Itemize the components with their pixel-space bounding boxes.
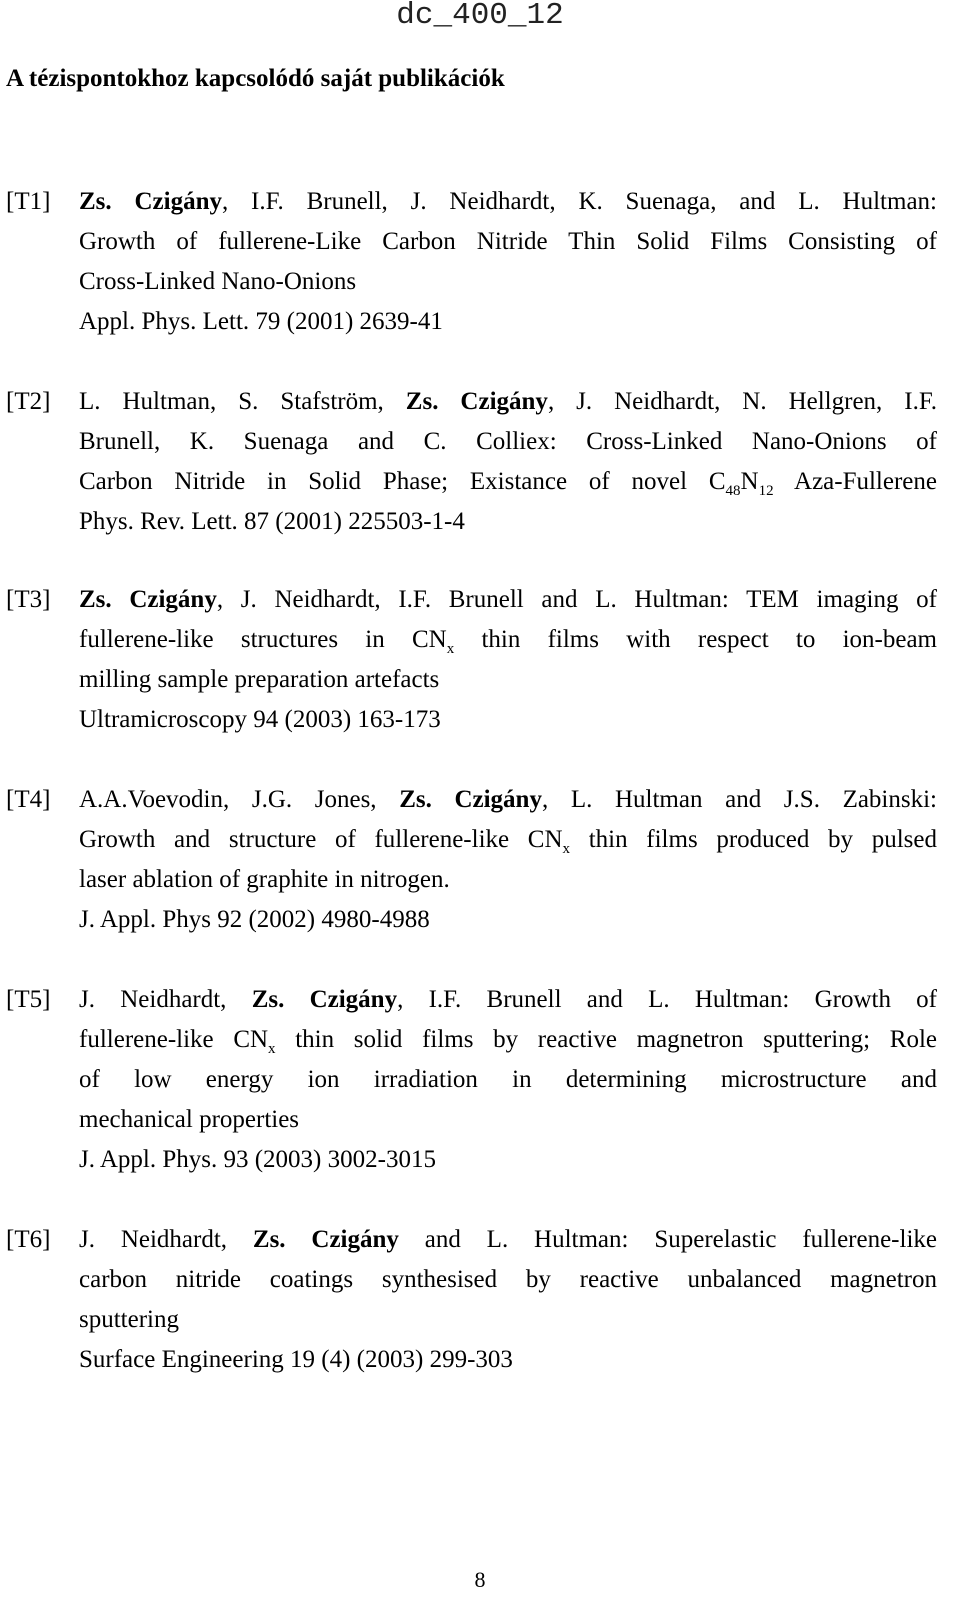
highlighted-author: Zs. Czigány xyxy=(79,586,217,613)
publication-entry-t4 xyxy=(0,780,960,940)
authors-line: L. Hultman, S. Stafström, Zs. Czigány, J. Neidhardt, N. Hellgren, I.F. xyxy=(79,388,938,415)
title-line: laser ablation of graphite in nitrogen. xyxy=(79,866,450,893)
journal-citation: Ultramicroscopy 94 (2003) 163-173 xyxy=(79,706,441,733)
title-line: Cross-Linked Nano-Onions xyxy=(79,268,357,295)
authors-title-line: J. Neidhardt, Zs. Czigány and L. Hultman: Superelastic fullerene-like xyxy=(79,1226,937,1253)
highlighted-author: Zs. Czigány xyxy=(251,986,398,1013)
authors-title-line: Zs. Czigány, J. Neidhardt, I.F. Brunell and L. Hultman: TEM imaging of xyxy=(79,586,937,613)
title-line: fullerene-like $CN_x$ thin solid films by reactive magnetron sputtering; Role xyxy=(79,1026,937,1057)
reference-tag: [T3] xyxy=(6,586,51,613)
journal-citation: J. Appl. Phys. 93 (2003) 3002-3015 xyxy=(79,1146,436,1173)
publication-entry-t3 xyxy=(0,580,960,740)
reference-tag: [T4] xyxy=(6,786,51,813)
highlighted-author: Zs. Czigány xyxy=(399,786,542,813)
title-line: of low energy ion irradiation in determining microstructure and xyxy=(79,1066,937,1093)
journal-citation: Phys. Rev. Lett. 87 (2001) 225503-1-4 xyxy=(79,508,465,535)
highlighted-author: Zs. Czigány xyxy=(405,388,548,415)
publication-entry-t5 xyxy=(0,980,960,1180)
publication-entry-t2 xyxy=(0,382,960,542)
highlighted-author: Zs. Czigány xyxy=(252,1226,399,1253)
journal-citation: Surface Engineering 19 (4) (2003) 299-303 xyxy=(79,1346,513,1373)
reference-tag: [T1] xyxy=(6,188,51,215)
page-heading: A tézispontokhoz kapcsolódó saját publikációk xyxy=(6,65,505,92)
reference-tag: [T6] xyxy=(6,1226,51,1253)
title-line: sputtering xyxy=(79,1306,179,1333)
page-number: 8 xyxy=(474,1567,486,1592)
title-line: Carbon Nitride in Solid Phase; Existance of novel $C_{48}N_{12}$ Aza-Fullerene xyxy=(79,468,937,499)
title-line: fullerene-like structures in $CN_x$ thin films with respect to ion-beam xyxy=(79,626,937,657)
publication-list xyxy=(0,182,960,1420)
document-id-header: dc_400_12 xyxy=(396,0,564,33)
title-line: milling sample preparation artefacts xyxy=(79,666,440,693)
title-line: mechanical properties xyxy=(79,1106,300,1133)
reference-tag: [T5] xyxy=(6,986,51,1013)
authors-line: Zs. Czigány, I.F. Brunell, J. Neidhardt, K. Suenaga, and L. Hultman: xyxy=(79,188,937,215)
highlighted-author: Zs. Czigány xyxy=(79,188,222,215)
publication-entry-t1 xyxy=(0,182,960,342)
authors-line: A.A.Voevodin, J.G. Jones, Zs. Czigány, L. Hultman and J.S. Zabinski: xyxy=(79,786,937,813)
title-line: Growth of fullerene-Like Carbon Nitride Thin Solid Films Consisting of xyxy=(79,228,937,255)
reference-tag: [T2] xyxy=(6,388,51,415)
title-line: carbon nitride coatings synthesised by reactive unbalanced magnetron xyxy=(79,1266,937,1293)
authors-title-line: J. Neidhardt, Zs. Czigány, I.F. Brunell and L. Hultman: Growth of xyxy=(79,986,938,1013)
publication-entry-t6 xyxy=(0,1220,960,1380)
journal-citation: J. Appl. Phys 92 (2002) 4980-4988 xyxy=(79,906,430,933)
authors-title-line: Brunell, K. Suenaga and C. Colliex: Cross-Linked Nano-Onions of xyxy=(79,428,937,455)
title-line: Growth and structure of fullerene-like $CN_x$ thin films produced by pulsed xyxy=(79,826,937,857)
journal-citation: Appl. Phys. Lett. 79 (2001) 2639-41 xyxy=(79,308,443,335)
